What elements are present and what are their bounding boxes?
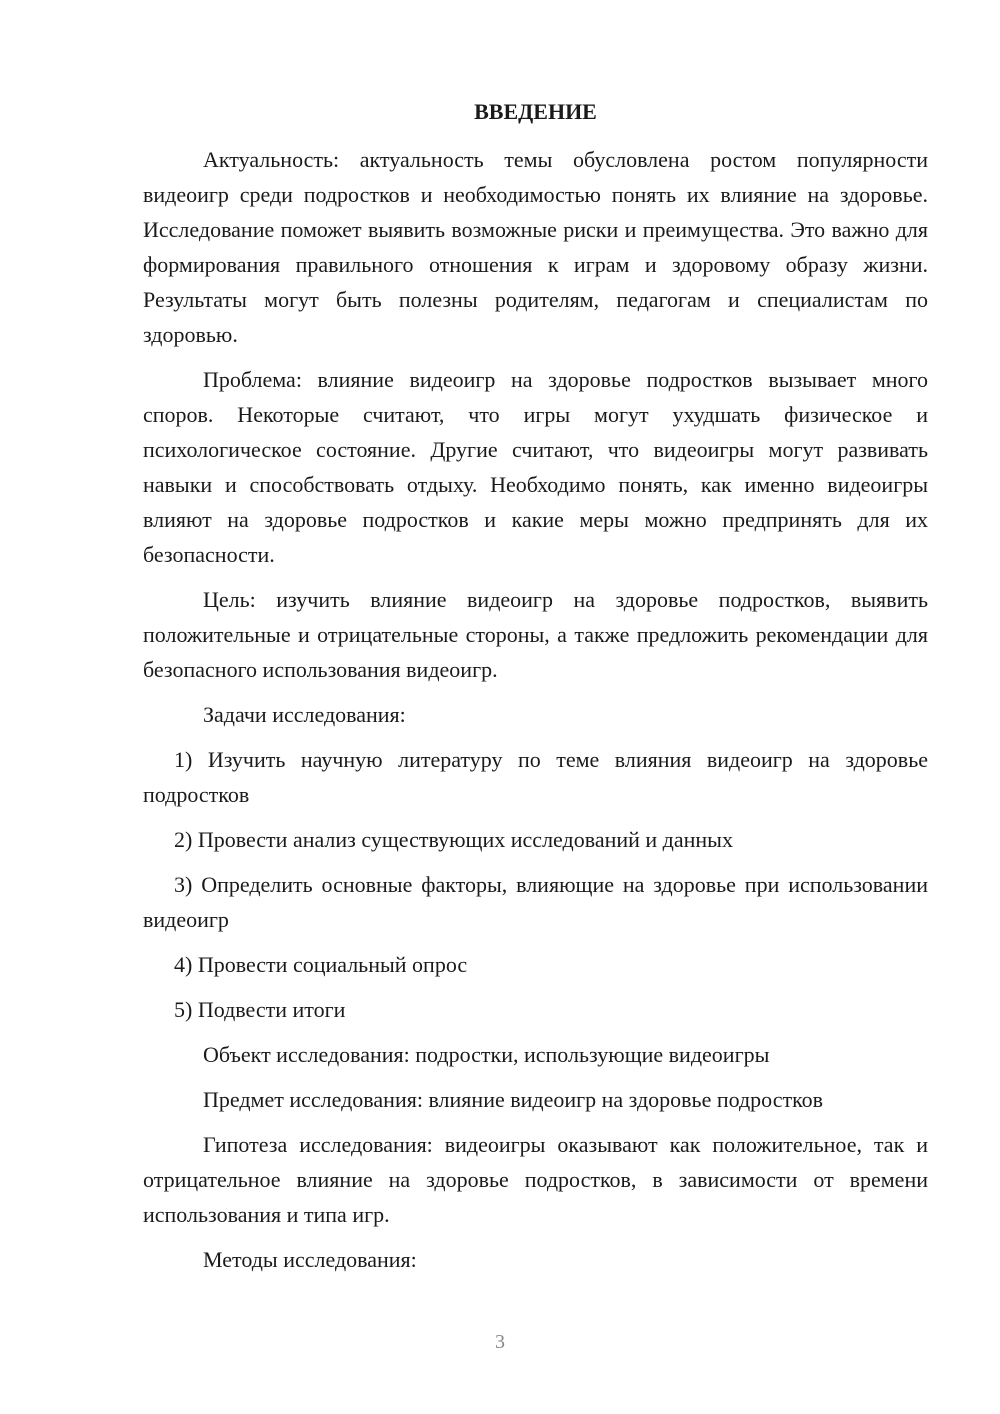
paragraph-hypothesis: Гипотеза исследования: видеоигры оказывают как положительное, так и отрицательное влияние на здоровье подростков, в зависимости от времени использования и типа игр.	[143, 1132, 928, 1227]
paragraph-problem: Проблема: влияние видеоигр на здоровье подростков вызывает много споров. Некоторые считают, что игры могут ухудшать физическое и психологическое состояние. Другие считают, что видеоигры могут развивать навыки и способствовать отдыху. Необходимо понять, как именно видеоигры влияют на здоровье подростков и какие меры можно предпринять для их безопасности.	[143, 367, 928, 567]
page-title: ВВЕДЕНИЕ	[474, 99, 597, 124]
paragraph-goal: Цель: изучить влияние видеоигр на здоровье подростков, выявить положительные и отрицательные стороны, а также предложить рекомендации для безопасного использования видеоигр.	[143, 587, 928, 682]
task-item: 5) Подвести итоги	[174, 997, 346, 1022]
paragraph-relevance: Актуальность: актуальность темы обусловлена ростом популярности видеоигр среди подростков и необходимостью понять их влияние на здоровье. Исследование поможет выявить возможные риски и преимущества. Это важно для формирования правильного отношения к играм и здоровому образу жизни. Результаты могут быть полезны родителям, педагогам и специалистам по здоровью.	[143, 147, 928, 347]
task-item: 1) Изучить научную литературу по теме влияния видеоигр на здоровье подростков	[143, 747, 928, 807]
task-item: 2) Провести анализ существующих исследований и данных	[174, 827, 733, 852]
task-item: 3) Определить основные факторы, влияющие на здоровье при использовании видеоигр	[143, 872, 928, 932]
document-body	[143, 142, 928, 1287]
tasks-heading: Задачи исследования:	[203, 702, 406, 727]
methods-heading: Методы исследования:	[203, 1247, 417, 1272]
paragraph-object: Объект исследования: подростки, использующие видеоигры	[203, 1042, 770, 1067]
task-item: 4) Провести социальный опрос	[174, 952, 468, 977]
paragraph-subject: Предмет исследования: влияние видеоигр на здоровье подростков	[203, 1087, 824, 1112]
page-number: 3	[495, 1331, 505, 1353]
